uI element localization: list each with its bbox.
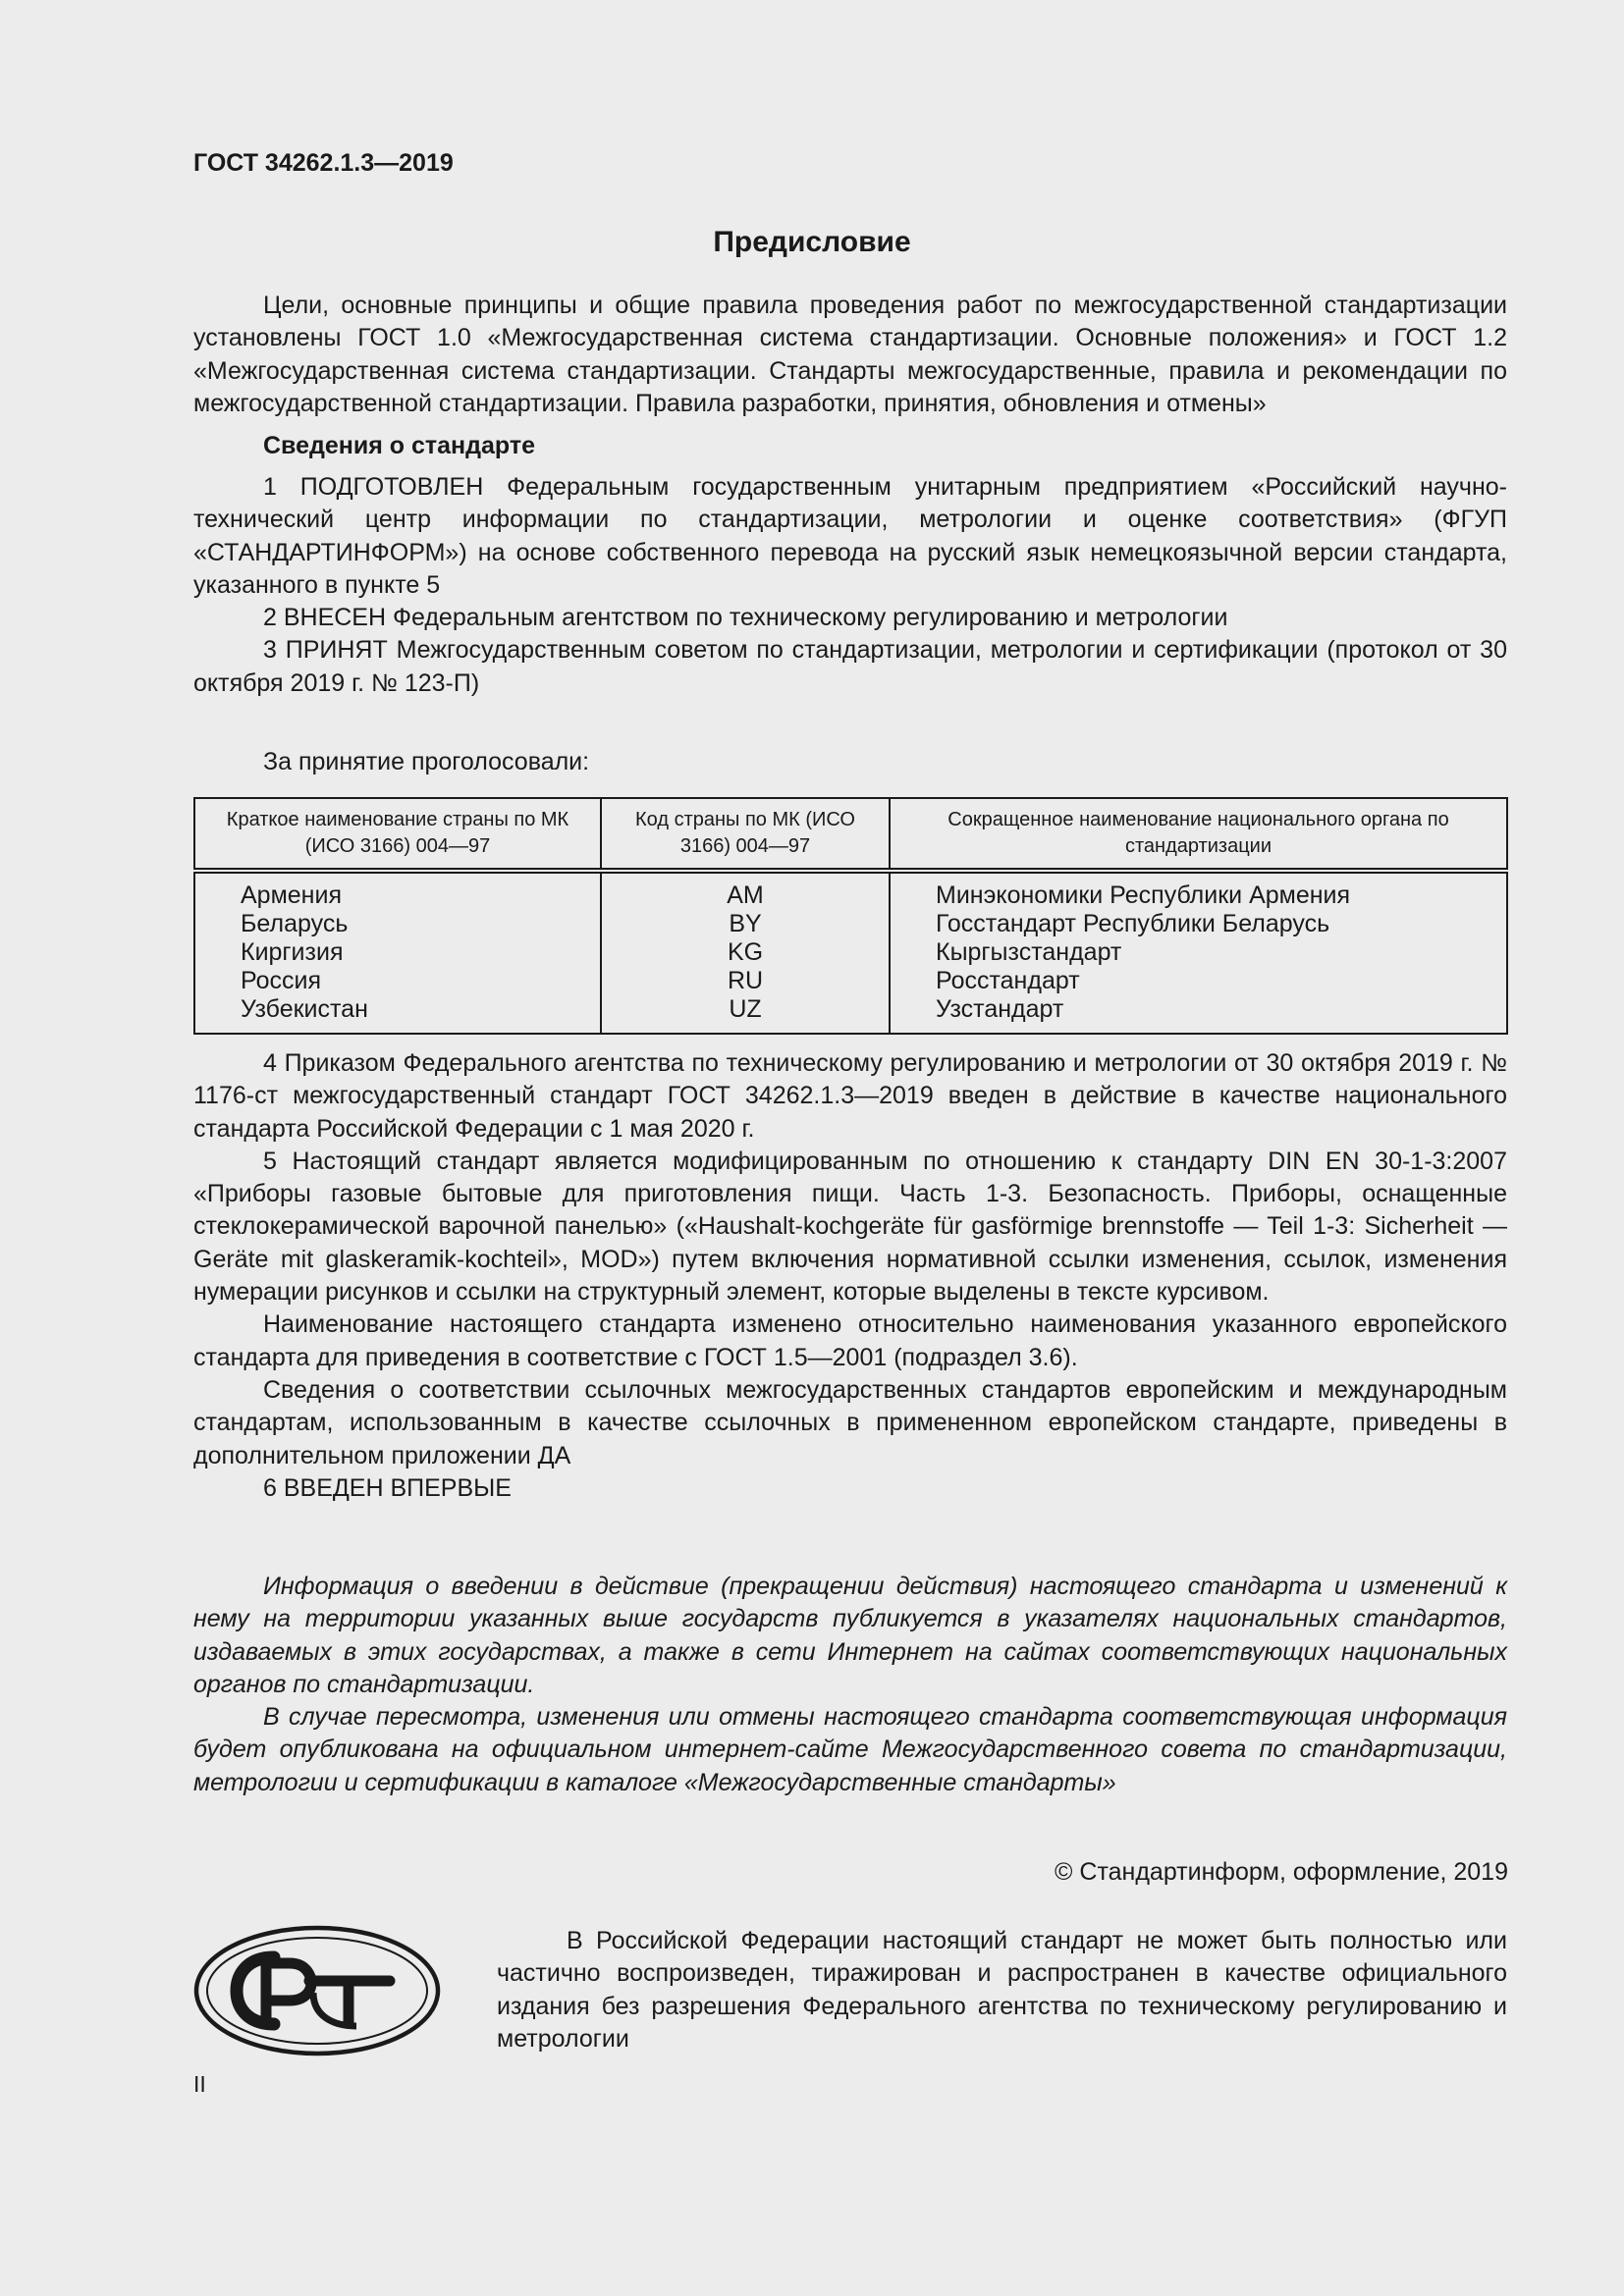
page-number: II [193, 2071, 206, 2097]
column-header-country: Краткое наименование страны по МК (ИСО 3166) 004—97 [194, 798, 601, 871]
country-cell: Россия [241, 967, 321, 994]
country-cell: Узбекистан [241, 995, 368, 1023]
code-column [601, 871, 890, 1034]
item-prepared: 1 ПОДГОТОВЛЕН Федеральным государственным унитарным предприятием «Российский научно-технический центр информации по стандартизации, метрологии и оценке соответствия» (ФГУП «СТАНДАРТИНФОРМ») на основе собственного перевода на русский язык немецкоязычной версии стандарта, указанного в пункте 5 [193, 473, 1507, 599]
column-header-code: Код страны по МК (ИСО 3166) 004—97 [601, 798, 890, 871]
intro-paragraph: Цели, основные принципы и общие правила проведения работ по межгосударственной стандартизации установлены ГОСТ 1.0 «Межгосударственная система стандартизации. Основные положения» и ГОСТ 1.2 «Межгосударственная система стандартизации. Стандарты межгосударственные, правила и рекомендации по межгосударственной стандартизации. Правила разработки, принятия, обновления и отмены» [193, 292, 1507, 417]
code-cell: BY [729, 910, 762, 937]
organ-cell: Госстандарт Республики Беларусь [936, 910, 1330, 937]
table-row [194, 871, 1507, 1034]
code-cell: UZ [729, 995, 762, 1023]
code-cell: AM [727, 881, 764, 909]
code-cell: RU [727, 967, 764, 994]
organ-cell: Росстандарт [936, 967, 1080, 994]
publication-info [193, 1571, 1507, 1799]
country-cell: Беларусь [241, 910, 349, 937]
standard-info-heading: Сведения о стандарте [263, 432, 536, 460]
code-cell: KG [727, 938, 764, 966]
votes-heading: За принятие проголосовали: [263, 748, 590, 775]
intro-section [193, 290, 1507, 462]
notice-paragraph: В Российской Федерации настоящий стандарт не может быть полностью или частично воспроизведен, тиражирован и распространен в качестве официального издания без разрешения Федерального агентства по техническому регулированию и метрологии [497, 1927, 1507, 2053]
country-cell: Киргизия [241, 938, 344, 966]
organ-column [890, 871, 1507, 1034]
item-modified: 5 Настоящий стандарт является модифицированным по отношению к стандарту DIN EN 30-1-3:2007 «Приборы газовые бытовые для приготовления пищи. Часть 1-3. Безопасность. Приборы, оснащенные стеклокерамической варочной панелью» («Haushalt-kochgeräte für gasförmige brennstoffe — Teil 1-3: Sicherheit — Geräte mit glaskeramik-kochteil», MOD») путем включения нормативной ссылки изменения, ссылок, изменения нумерации рисунков и ссылки на структурный элемент, которые выделены в тексте курсивом. [193, 1147, 1507, 1307]
item-adopted: 3 ПРИНЯТ Межгосударственным советом по стандартизации, метрологии и сертификации (протокол от 30 октября 2019 г. № 123-П) [193, 636, 1507, 697]
organ-cell: Минэкономики Республики Армения [936, 881, 1351, 909]
info-paragraph-1: Информация о введении в действие (прекращении действия) настоящего стандарта и изменений к нему на территории указанных выше государств публикуется в указателях национальных стандартов, издаваемых в этих государствах, а также в сети Интернет на сайтах соответствующих национальных органов по стандартизации. [193, 1573, 1507, 1698]
standard-code-header: ГОСТ 34262.1.3—2019 [193, 149, 454, 177]
organ-cell: Узстандарт [936, 995, 1064, 1023]
copyright-line: © Стандартинформ, оформление, 2019 [1055, 1858, 1508, 1886]
standard-info-list-continued [193, 1047, 1507, 1505]
item-enacted: 4 Приказом Федерального агентства по техническому регулированию и метрологии от 30 октября 2019 г. № 1176-ст межгосударственный стандарт ГОСТ 34262.1.3—2019 введен в действие в качестве национального стандарта Российской Федерации с 1 мая 2020 г. [193, 1049, 1507, 1143]
country-column [194, 871, 601, 1034]
item-introduced: 6 ВВЕДЕН ВПЕРВЫЕ [263, 1473, 512, 1502]
column-header-organ: Сокращенное наименование национального органа по стандартизации [890, 798, 1507, 871]
item-references: Сведения о соответствии ссылочных межгосударственных стандартов европейским и международным стандартам, использованным в качестве ссылочных в примененном европейском стандарте, приведены в дополнительном приложении ДА [193, 1375, 1507, 1469]
votes-section [193, 746, 1507, 778]
info-paragraph-2: В случае пересмотра, изменения или отмены настоящего стандарта соответствующая информация будет опубликована на официальном интернет-сайте Межгосударственного совета по стандартизации, метрологии и сертификации в каталоге «Межгосударственные стандарты» [193, 1703, 1507, 1796]
country-cell: Армения [241, 881, 342, 909]
rst-logo-icon [193, 1924, 441, 2057]
votes-table [193, 797, 1508, 1035]
item-name-changed: Наименование настоящего стандарта изменено относительно наименования указанного европейского стандарта для приведения в соответствие с ГОСТ 1.5—2001 (подраздел 3.6). [193, 1310, 1507, 1371]
reproduction-notice [497, 1925, 1507, 2056]
organ-cell: Кыргызстандарт [936, 938, 1122, 966]
item-submitted: 2 ВНЕСЕН Федеральным агентством по техническому регулированию и метрологии [263, 604, 1228, 632]
page-title: Предисловие [713, 226, 911, 258]
standard-info-list [193, 471, 1507, 700]
